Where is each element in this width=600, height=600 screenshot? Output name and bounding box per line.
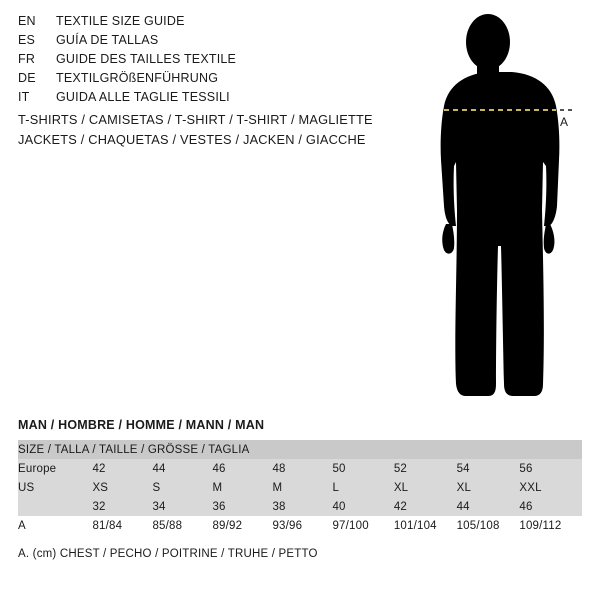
cell: 38	[272, 497, 332, 516]
size-table	[18, 440, 582, 535]
language-text: TEXTILE SIZE GUIDE	[56, 14, 185, 28]
cell: M	[272, 478, 332, 497]
language-row	[18, 52, 378, 71]
cell: 40	[332, 497, 393, 516]
table-header-label: SIZE / TALLA / TAILLE / GRÖSSE / TAGLIA	[18, 440, 582, 459]
table-row	[18, 497, 582, 516]
cell: XL	[394, 478, 457, 497]
cell: 97/100	[332, 516, 393, 535]
category-line-jackets: JACKETS / CHAQUETAS / VESTES / JACKEN / GIACCHE	[18, 132, 366, 147]
row-label	[18, 497, 92, 516]
cell: 81/84	[92, 516, 152, 535]
cell: XL	[457, 478, 520, 497]
cell: 34	[152, 497, 212, 516]
table-row	[18, 459, 582, 478]
language-text: GUIDE DES TAILLES TEXTILE	[56, 52, 237, 66]
cell: S	[152, 478, 212, 497]
language-text: GUIDA ALLE TAGLIE TESSILI	[56, 90, 230, 104]
language-code: FR	[18, 52, 36, 66]
cell: 48	[272, 459, 332, 478]
language-list	[18, 14, 378, 109]
cell: 54	[457, 459, 520, 478]
cell: 42	[394, 497, 457, 516]
cell: 50	[332, 459, 393, 478]
cell: 56	[519, 459, 582, 478]
category-list	[18, 110, 418, 150]
cell: 105/108	[457, 516, 520, 535]
silhouette-svg	[400, 10, 600, 410]
row-label: Europe	[18, 459, 92, 478]
section-title-man: MAN / HOMBRE / HOMME / MANN / MAN	[18, 418, 265, 432]
language-text: TEXTILGRÖßENFÜHRUNG	[56, 71, 219, 85]
table-row	[18, 478, 582, 497]
male-silhouette-figure	[400, 10, 600, 410]
language-text: GUÍA DE TALLAS	[56, 33, 159, 47]
row-label: US	[18, 478, 92, 497]
cell: L	[332, 478, 393, 497]
cell: 44	[152, 459, 212, 478]
cell: 44	[457, 497, 520, 516]
cell: 101/104	[394, 516, 457, 535]
language-row	[18, 14, 378, 33]
cell: XXL	[519, 478, 582, 497]
language-code: IT	[18, 90, 30, 104]
cell: XS	[92, 478, 152, 497]
cell: 46	[212, 459, 272, 478]
language-code: DE	[18, 71, 36, 85]
cell: 89/92	[212, 516, 272, 535]
cell: 36	[212, 497, 272, 516]
cell: 85/88	[152, 516, 212, 535]
row-label: A	[18, 516, 92, 535]
cell: 93/96	[272, 516, 332, 535]
language-row	[18, 33, 378, 52]
language-row	[18, 71, 378, 90]
cell: 42	[92, 459, 152, 478]
measure-label-a: A	[560, 115, 569, 129]
cell: 46	[519, 497, 582, 516]
cell: 109/112	[519, 516, 582, 535]
table-header-row	[18, 440, 582, 459]
language-code: EN	[18, 14, 36, 28]
footnote-chest-measurement: A. (cm) CHEST / PECHO / POITRINE / TRUHE / PETTO	[18, 548, 318, 560]
table-row	[18, 516, 582, 535]
language-code: ES	[18, 33, 36, 47]
category-line-tshirts: T-SHIRTS / CAMISETAS / T-SHIRT / T-SHIRT / MAGLIETTE	[18, 112, 373, 127]
cell: 32	[92, 497, 152, 516]
cell: 52	[394, 459, 457, 478]
cell: M	[212, 478, 272, 497]
language-row	[18, 90, 378, 109]
